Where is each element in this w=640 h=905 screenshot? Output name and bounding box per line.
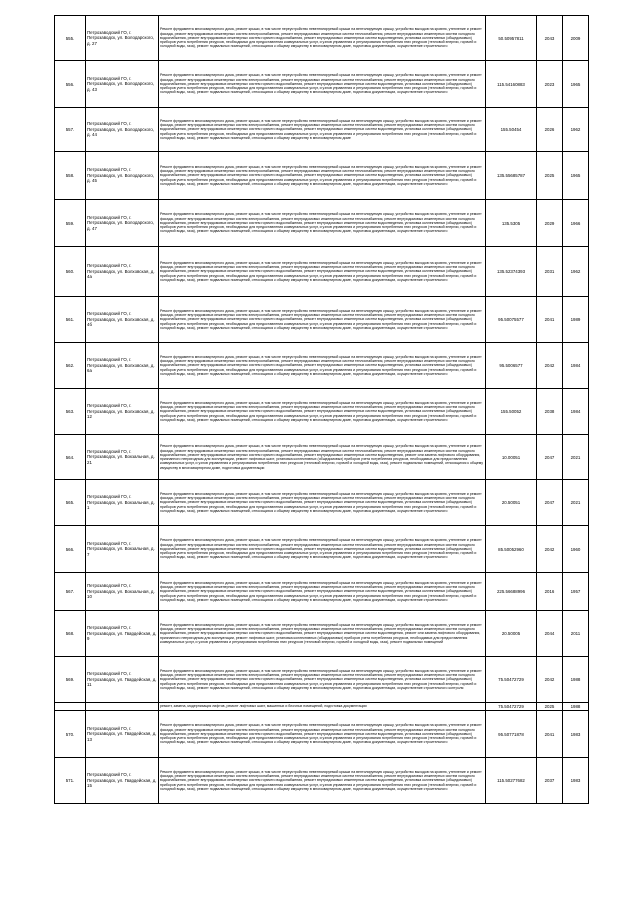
row-number bbox=[55, 711, 86, 758]
repair-cost bbox=[486, 61, 537, 108]
work-description bbox=[159, 389, 486, 435]
planned-year-text: 2041 bbox=[544, 731, 555, 737]
construction-year bbox=[563, 152, 589, 200]
row-number-text: 563. bbox=[65, 409, 75, 414]
table-body bbox=[55, 16, 589, 804]
planned-year-text: 2031 bbox=[544, 269, 555, 274]
house-address-text: Петрозаводский ГО, г. Петрозаводск, ул. Володарского, д. 45 bbox=[87, 167, 155, 184]
repair-cost bbox=[486, 389, 537, 435]
row-number-text: 555. bbox=[65, 35, 75, 41]
table-row bbox=[55, 16, 589, 61]
work-description-text: Ремонт фундамента многоквартирного дома, ремонт крыши, в том числе переустройство невентилируемой крыши на вентилируемую крышу, устройство выходов на кровлю, утепление и ремонт фасада, ремонт внутридомовых инженерных систем электроснабжения, ремонт внутридомовых инженерных систем теплоснабжения, ремонт внутридомовых инженерных систем холодного водоснабжения, ремонт внутридомовых инженерных систем горячего водоснабжения, ремонт внутридомовых инженерных систем водоотведения, установка коллективных (общедомовых) приборов учета потребления ресурсов, необходимых для предоставления коммунальных услуг, и узлов управления и регулирования потребления этих ресурсов (тепловой энергии, горячей и холодной воды, газа), ремонт подвальных помещений, относящихся к общему имуществу в многоквартирном доме, подготовка документации, осуществление строительного контроля bbox=[160, 668, 482, 690]
work-description bbox=[159, 758, 486, 804]
row-number-text: 567. bbox=[65, 589, 75, 594]
table-row bbox=[55, 343, 589, 389]
work-description bbox=[159, 657, 486, 703]
repair-cost bbox=[486, 297, 537, 343]
work-description bbox=[159, 343, 486, 389]
work-description-text: Ремонт фундамента многоквартирного дома, ремонт крыши, в том числе переустройство невентилируемой крыши на вентилируемую крышу, устройство выходов на кровлю, утепление и ремонт фасада, ремонт внутридомовых инженерных систем электроснабжения, ремонт внутридомовых инженерных систем теплоснабжения, ремонт внутридомовых инженерных систем холодного водоснабжения, ремонт внутридомовых инженерных систем горячего водоснабжения, ремонт внутридомовых инженерных систем водоотведения, установка коллективных (общедомовых) приборов учета потребления ресурсов, необходимых для предоставления коммунальных услуг, и узлов управления и регулирования потребления этих ресурсов (тепловой энергии, горячей и холодной воды, газа), ремонт подвальных помещений, относящихся к общему имуществу в многоквартирном доме, подготовка документации, осуществление строительного bbox=[160, 260, 482, 282]
table-row bbox=[55, 435, 589, 480]
construction-year bbox=[563, 711, 589, 758]
work-description-text: Ремонт фундамента многоквартирного дома, ремонт крыши, в том числе переустройство невентилируемой крыши на вентилируемую крышу, устройство выходов на кровлю, утепление и ремонт фасада, ремонт внутридомовых инженерных систем электроснабжения, ремонт внутридомовых инженерных систем теплоснабжения, ремонт внутридомовых инженерных систем холодного водоснабжения, ремонт внутридомовых инженерных систем горячего водоснабжения, ремонт внутридомовых инженерных систем водоотведения, установка коллективных (общедомовых) приборов учета потребления ресурсов, необходимых для предоставления коммунальных услуг, и узлов управления и регулирования потребления этих ресурсов (тепловой энергии, горячей и холодной воды, газа), ремонт подвальных помещений, относящихся к общему имуществу в многоквартирном доме, подготовка документации, осуществление строительного bbox=[160, 723, 482, 745]
house-address bbox=[86, 247, 159, 297]
repair-cost bbox=[486, 435, 537, 480]
work-description bbox=[159, 16, 486, 61]
work-description-text: Ремонт фундамента многоквартирного дома, ремонт крыши, в том числе переустройство невентилируемой крыши на вентилируемую крышу, устройство выходов на кровлю, утепление и ремонт фасада, ремонт внутридомовых инженерных систем электроснабжения, ремонт внутридомовых инженерных систем теплоснабжения, ремонт внутридомовых инженерных систем холодного водоснабжения, ремонт внутридомовых инженерных систем горячего водоснабжения, ремонт внутридомовых инженерных систем водоотведения, установка коллективных (общедомовых) приборов учета потребления ресурсов, необходимых для предоставления коммунальных услуг, и узлов управления и регулирования потребления этих ресурсов (тепловой энергии, горячей и холодной воды, газа), ремонт подвальных помещений, относящихся к общему имуществу в многоквартирном доме, подготовка документации, осуществление строительного bbox=[160, 400, 482, 422]
row-number-text: 558. bbox=[65, 173, 75, 178]
row-number bbox=[55, 152, 86, 200]
planned-year bbox=[537, 703, 563, 711]
house-address-text: Петрозаводский ГО, г. Петрозаводск, ул. Гвардейская, д. 9 bbox=[87, 625, 157, 642]
table-row bbox=[55, 247, 589, 297]
construction-year bbox=[563, 200, 589, 247]
construction-year bbox=[563, 573, 589, 611]
house-address-text: Петрозаводский ГО, г. Петрозаводск, ул. Гвардейская, д. 11 bbox=[87, 671, 157, 688]
construction-year-text: 1962 bbox=[570, 127, 581, 132]
construction-year-text: 1988 bbox=[570, 677, 581, 682]
house-address bbox=[86, 343, 159, 389]
planned-year bbox=[537, 108, 563, 152]
work-description-text: Ремонт фундамента многоквартирного дома, ремонт крыши, в том числе переустройство невентилируемой крыши на вентилируемую крышу, устройство выходов на кровлю, утепление и ремонт фасада, ремонт внутридомовых инженерных систем электроснабжения, ремонт внутридомовых инженерных систем теплоснабжения, ремонт внутридомовых инженерных систем холодного водоснабжения, ремонт внутридомовых инженерных систем горячего водоснабжения, ремонт внутридомовых инженерных систем водоотведения, установка коллективных (общедомовых) приборов учета потребления ресурсов, необходимых для предоставления коммунальных услуг, и узлов управления и регулирования потребления этих ресурсов (тепловой энергии, горячей и холодной воды, газа), ремонт подвальных помещений, относящихся к общему имуществу в многоквартирном доме, подготовка документации, осуществление строительного bbox=[160, 769, 482, 791]
construction-year bbox=[563, 61, 589, 108]
work-description-text: Ремонт фундамента многоквартирного дома, ремонт крыши, в том числе переустройство невентилируемой крыши на вентилируемую крышу, устройство выходов на кровлю, утепление и ремонт фасада, ремонт внутридомовых инженерных систем электроснабжения, ремонт внутридомовых инженерных систем теплоснабжения, ремонт внутридомовых инженерных систем холодного водоснабжения, ремонт внутридомовых инженерных систем горячего водоснабжения, ремонт внутридомовых инженерных систем водоотведения, установка коллективных (общедомовых) приборов учета потребления ресурсов, необходимых для предоставления коммунальных услуг, и узлов управления и регулирования потребления этих ресурсов (тепловой энергии, горячей и холодной воды, газа), ремонт подвальных помещений, относящихся к общему имуществу в многоквартирном доме, подготовка документации, осуществление строительного bbox=[160, 27, 482, 49]
row-number bbox=[55, 611, 86, 657]
work-description bbox=[159, 711, 486, 758]
row-number bbox=[55, 343, 86, 389]
repair-cost bbox=[486, 657, 537, 703]
house-address-text: Петрозаводский ГО, г. Петрозаводск, ул. Володарского, д. 27 bbox=[87, 29, 155, 46]
table-row bbox=[55, 657, 589, 703]
house-address-text: Петрозаводский ГО, г. Петрозаводск, ул. Вокзальная, д. 10 bbox=[87, 583, 155, 600]
repair-cost-text: 135.55685787 bbox=[496, 173, 526, 178]
house-address bbox=[86, 758, 159, 804]
row-number-text: 564. bbox=[65, 454, 75, 460]
row-number-text: 566. bbox=[65, 546, 75, 552]
construction-year-text: 1983 bbox=[570, 731, 581, 737]
construction-year bbox=[563, 611, 589, 657]
construction-year bbox=[563, 297, 589, 343]
repair-cost-text: 135.5305 bbox=[501, 220, 521, 226]
planned-year bbox=[537, 611, 563, 657]
row-number bbox=[55, 573, 86, 611]
row-number-text: 562. bbox=[65, 363, 75, 368]
table-row bbox=[55, 573, 589, 611]
row-number bbox=[55, 108, 86, 152]
house-address bbox=[86, 480, 159, 526]
house-address bbox=[86, 526, 159, 573]
repair-cost-text: 225.56688996 bbox=[496, 589, 526, 594]
house-address bbox=[86, 297, 159, 343]
repair-cost bbox=[486, 758, 537, 804]
capital-repair-table bbox=[54, 15, 589, 804]
repair-cost-text: 10.00051 bbox=[501, 454, 521, 460]
work-description-text: Ремонт фундамента многоквартирного дома, ремонт крыши, в том числе переустройство невентилируемой крыши на вентилируемую крышу, устройство выходов на кровлю, утепление и ремонт фасада, ремонт внутридомовых инженерных систем электроснабжения, ремонт внутридомовых инженерных систем теплоснабжения, ремонт внутридомовых инженерных систем холодного водоснабжения, ремонт внутридомовых инженерных систем горячего водоснабжения, ремонт внутридомовых инженерных систем водоотведения, установка коллективных (общедомовых) приборов учета потребления ресурсов, необходимых для предоставления коммунальных услуг, и узлов управления и регулирования потребления этих ресурсов (тепловой энергии, горячей и холодной воды, газа), ремонт подвальных помещений, относящихся к общему имуществу в многоквартирном доме bbox=[160, 118, 482, 140]
work-description-text: ремонт, замена, модернизация лифтов, ремонт лифтовых шахт, машинных и блочных помещений, подготовка документации bbox=[160, 704, 367, 709]
repair-cost-text: 75.50472729 bbox=[498, 704, 524, 709]
construction-year-text: 2021 bbox=[570, 454, 581, 460]
construction-year-text: 2011 bbox=[570, 631, 581, 636]
planned-year-text: 2042 bbox=[544, 546, 555, 552]
planned-year-text: 2016 bbox=[544, 589, 555, 594]
work-description-text: Ремонт фундамента многоквартирного дома, ремонт крыши, в том числе переустройство невентилируемой крыши на вентилируемую крышу, устройство выходов на кровлю, утепление и ремонт фасада, ремонт внутридомовых инженерных систем электроснабжения, ремонт внутридомовых инженерных систем теплоснабжения, ремонт внутридомовых инженерных систем холодного водоснабжения, ремонт внутридомовых инженерных систем горячего водоснабжения, ремонт внутридомовых инженерных систем водоотведения, установка коллективных (общедомовых) приборов учета потребления ресурсов, необходимых для предоставления коммунальных услуг, и узлов управления и регулирования потребления этих ресурсов (тепловой энергии, горячей и холодной воды, газа), ремонт подвальных помещений, относящихся к общему имуществу в многоквартирном доме, подготовка документации, осуществление строительного bbox=[160, 212, 482, 234]
row-number bbox=[55, 758, 86, 804]
work-description bbox=[159, 152, 486, 200]
work-description bbox=[159, 200, 486, 247]
repair-cost-text: 115.54160883 bbox=[497, 81, 525, 87]
planned-year bbox=[537, 247, 563, 297]
table-row bbox=[55, 200, 589, 247]
house-address bbox=[86, 657, 159, 703]
construction-year-text: 1966 bbox=[570, 220, 581, 226]
repair-cost bbox=[486, 247, 537, 297]
repair-cost bbox=[486, 573, 537, 611]
table-row bbox=[55, 389, 589, 435]
planned-year bbox=[537, 758, 563, 804]
construction-year bbox=[563, 435, 589, 480]
row-number bbox=[55, 61, 86, 108]
work-description bbox=[159, 108, 486, 152]
construction-year bbox=[563, 526, 589, 573]
repair-cost bbox=[486, 16, 537, 61]
planned-year bbox=[537, 480, 563, 526]
table-row bbox=[55, 526, 589, 573]
row-number-text: 568. bbox=[65, 631, 75, 636]
house-address-text: Петрозаводский ГО, г. Петрозаводск, ул. Гвардейская, д. 13 bbox=[87, 725, 157, 742]
repair-cost-text: 95.50771878 bbox=[498, 731, 524, 737]
repair-cost bbox=[486, 200, 537, 247]
work-description bbox=[159, 435, 486, 480]
planned-year bbox=[537, 657, 563, 703]
table-row bbox=[55, 152, 589, 200]
house-address bbox=[86, 703, 159, 711]
planned-year-text: 2042 bbox=[544, 677, 555, 682]
house-address bbox=[86, 573, 159, 611]
construction-year-text: 2021 bbox=[570, 500, 581, 505]
house-address bbox=[86, 389, 159, 435]
planned-year-text: 2037 bbox=[544, 778, 555, 783]
construction-year bbox=[563, 758, 589, 804]
work-description bbox=[159, 703, 486, 711]
row-number-text: 565. bbox=[65, 500, 75, 505]
work-description-text: Ремонт фундамента многоквартирного дома, ремонт крыши, в том числе переустройство невентилируемой крыши на вентилируемую крышу, устройство выходов на кровлю, утепление и ремонт фасада, ремонт внутридомовых инженерных систем электроснабжения, ремонт внутридомовых инженерных систем теплоснабжения, ремонт внутридомовых инженерных систем холодного водоснабжения, ремонт внутридомовых инженерных систем горячего водоснабжения, ремонт внутридомовых инженерных систем водоотведения, установка коллективных (общедомовых) приборов учета потребления ресурсов, необходимых для предоставления коммунальных услуг, и узлов управления и регулирования потребления этих ресурсов (тепловой энергии, горячей и холодной воды, газа), ремонт подвальных помещений, относящихся к общему имуществу в многоквартирном доме, подготовка документации, осуществление строительного bbox=[160, 580, 482, 602]
row-number bbox=[55, 657, 86, 703]
house-address-text: Петрозаводский ГО, г. Петрозаводск, ул. Володарского, д. 47 bbox=[87, 214, 155, 231]
work-description-text: Ремонт фундамента многоквартирного дома, ремонт крыши, в том числе переустройство невентилируемой крыши на вентилируемую крышу, устройство выходов на кровлю, утепление и ремонт фасада, ремонт внутридомовых инженерных систем электроснабжения, ремонт внутридомовых инженерных систем теплоснабжения, ремонт внутридомовых инженерных систем холодного водоснабжения, ремонт внутридомовых инженерных систем горячего водоснабжения, ремонт внутридомовых инженерных систем водоотведения, ремонт или замена лифтового оборудования, признанного непригодным для эксплуатации, ремонт лифтовых шахт, установка коллективных (общедомовых) приборов учета потребления ресурсов, необходимых для предоставления коммунальных услуг, и узлов управления и регулирования потребления этих ресурсов (тепловой энергии, горячей и холодной воды, газа), ремонт подвальных помещений bbox=[160, 622, 482, 644]
planned-year bbox=[537, 297, 563, 343]
house-address-text: Петрозаводский ГО, г. Петрозаводск, ул. Володарского, д. 44 bbox=[87, 121, 155, 138]
construction-year-text: 1989 bbox=[570, 317, 581, 322]
house-address-text: Петрозаводский ГО, г. Петрозаводск, ул. Гвардейская, д. 15 bbox=[87, 772, 157, 789]
work-description bbox=[159, 611, 486, 657]
repair-cost bbox=[486, 343, 537, 389]
planned-year-text: 2026 bbox=[544, 127, 555, 132]
planned-year bbox=[537, 526, 563, 573]
planned-year-text: 2038 bbox=[544, 409, 555, 414]
repair-cost bbox=[486, 611, 537, 657]
repair-cost bbox=[486, 152, 537, 200]
house-address-text: Петрозаводский ГО, г. Петрозаводск, ул. Волховская, д. 4б bbox=[87, 311, 155, 328]
repair-cost-text: 135.52374393 bbox=[496, 269, 526, 274]
row-number bbox=[55, 16, 86, 61]
row-number bbox=[55, 297, 86, 343]
planned-year bbox=[537, 711, 563, 758]
planned-year bbox=[537, 61, 563, 108]
construction-year bbox=[563, 16, 589, 61]
planned-year-text: 2041 bbox=[544, 317, 555, 322]
house-address-text: Петрозаводский ГО, г. Петрозаводск, ул. Волховская, д. 12 bbox=[87, 403, 155, 420]
work-description bbox=[159, 61, 486, 108]
house-address bbox=[86, 16, 159, 61]
house-address-text: Петрозаводский ГО, г. Петрозаводск, ул. Вокзальная, д. 21 bbox=[87, 448, 155, 465]
row-number bbox=[55, 435, 86, 480]
work-description-text: Ремонт фундамента многоквартирного дома, ремонт крыши, в том числе переустройство невентилируемой крыши на вентилируемую крышу, устройство выходов на кровлю, утепление и ремонт фасада, ремонт внутридомовых инженерных систем электроснабжения, ремонт внутридомовых инженерных систем теплоснабжения, ремонт внутридомовых инженерных систем холодного водоснабжения, ремонт внутридомовых инженерных систем горячего водоснабжения, ремонт внутридомовых инженерных систем водоотведения, установка коллективных (общедомовых) приборов учета потребления ресурсов, необходимых для предоставления коммунальных услуг, и узлов управления и регулирования потребления этих ресурсов (тепловой энергии, горячей и холодной воды, газа), ремонт подвальных помещений, относящихся к общему имуществу в многоквартирном доме, подготовка документации, осуществление строительного bbox=[160, 308, 482, 330]
row-number bbox=[55, 389, 86, 435]
repair-cost-text: 95.50075577 bbox=[498, 317, 524, 322]
planned-year bbox=[537, 573, 563, 611]
repair-cost-text: 155.50454 bbox=[500, 127, 522, 132]
repair-cost bbox=[486, 703, 537, 711]
work-description bbox=[159, 480, 486, 526]
construction-year-text: 1960 bbox=[570, 546, 581, 552]
table-row bbox=[55, 711, 589, 758]
planned-year bbox=[537, 343, 563, 389]
house-address bbox=[86, 200, 159, 247]
repair-cost-text: 95.5006577 bbox=[499, 363, 523, 368]
planned-year bbox=[537, 16, 563, 61]
repair-cost-text: 20.50051 bbox=[501, 500, 521, 505]
row-number-text: 571. bbox=[65, 778, 75, 783]
house-address bbox=[86, 711, 159, 758]
work-description bbox=[159, 297, 486, 343]
planned-year-text: 2044 bbox=[544, 631, 555, 636]
house-address-text: Петрозаводский ГО, г. Петрозаводск, ул. Вокзальная, д. 7 bbox=[87, 540, 155, 557]
work-description-text: Ремонт фундамента многоквартирного дома, ремонт крыши, в том числе переустройство невентилируемой крыши на вентилируемую крышу, устройство выходов на кровлю, утепление и ремонт фасада, ремонт внутридомовых инженерных систем электроснабжения, ремонт внутридомовых инженерных систем теплоснабжения, ремонт внутридомовых инженерных систем холодного водоснабжения, ремонт внутридомовых инженерных систем горячего водоснабжения, ремонт внутридомовых инженерных систем водоотведения, установка коллективных (общедомовых) приборов учета потребления ресурсов, необходимых для предоставления коммунальных услуг, и узлов управления и регулирования потребления этих ресурсов (тепловой энергии, горячей и холодной воды, газа), ремонт подвальных помещений, относящихся к общему имуществу в многоквартирном доме, подготовка документации, осуществление строительного bbox=[160, 354, 482, 376]
work-description-text: Ремонт фундамента многоквартирного дома, ремонт крыши, в том числе переустройство невентилируемой крыши на вентилируемую крышу, устройство выходов на кровлю, утепление и ремонт фасада, ремонт внутридомовых инженерных систем электроснабжения, ремонт внутридомовых инженерных систем теплоснабжения, ремонт внутридомовых инженерных систем холодного водоснабжения, ремонт внутридомовых инженерных систем горячего водоснабжения, ремонт внутридомовых инженерных систем водоотведения, ремонт или замена лифтового оборудования, признанного непригодным для эксплуатации, ремонт лифтовых шахт, установка коллективных (общедомовых) приборов учета потребления ресурсов, необходимых для предоставления коммунальных услуг, и узлов управления и регулирования потребления этих ресурсов (тепловой энергии, горячей и холодной воды, газа), ремонт подвальных помещений, относящихся к общему имуществу в многоквартирном доме, подготовка документации bbox=[160, 444, 484, 470]
construction-year bbox=[563, 343, 589, 389]
work-description-text: Ремонт фундамента многоквартирного дома, ремонт крыши, в том числе переустройство невентилируемой крыши на вентилируемую крышу, устройство выходов на кровлю, утепление и ремонт фасада, ремонт внутридомовых инженерных систем электроснабжения, ремонт внутридомовых инженерных систем теплоснабжения, ремонт внутридомовых инженерных систем холодного водоснабжения, ремонт внутридомовых инженерных систем горячего водоснабжения, ремонт внутридомовых инженерных систем водоотведения, установка коллективных (общедомовых) приборов учета потребления ресурсов, необходимых для предоставления коммунальных услуг, и узлов управления и регулирования потребления этих ресурсов (тепловой энергии, горячей и холодной воды, газа), ремонт подвальных помещений, относящихся к общему имуществу в многоквартирном доме, подготовка документации, осуществление строительного bbox=[160, 491, 482, 513]
house-address bbox=[86, 152, 159, 200]
repair-cost-text: 20.50005 bbox=[501, 631, 521, 636]
construction-year-text: 2009 bbox=[570, 35, 581, 41]
repair-cost-text: 85.50052960 bbox=[498, 546, 524, 552]
construction-year-text: 1965 bbox=[570, 81, 581, 87]
house-address-text: Петрозаводский ГО, г. Петрозаводск, ул. Волховская, д. 6а bbox=[87, 357, 155, 374]
repair-cost bbox=[486, 526, 537, 573]
planned-year-text: 2047 bbox=[544, 454, 555, 460]
repair-cost bbox=[486, 108, 537, 152]
work-description bbox=[159, 573, 486, 611]
house-address bbox=[86, 108, 159, 152]
planned-year-text: 2043 bbox=[544, 35, 555, 41]
construction-year-text: 1962 bbox=[570, 269, 581, 274]
house-address bbox=[86, 61, 159, 108]
house-address bbox=[86, 611, 159, 657]
row-number-text: 557. bbox=[65, 127, 75, 132]
construction-year bbox=[563, 108, 589, 152]
construction-year-text: 1988 bbox=[570, 704, 581, 709]
row-number-text: 570. bbox=[65, 731, 75, 737]
table-row bbox=[55, 108, 589, 152]
construction-year-text: 1983 bbox=[570, 778, 581, 783]
construction-year-text: 1984 bbox=[570, 363, 581, 368]
repair-cost-text: 75.50472729 bbox=[498, 677, 524, 682]
table-row bbox=[55, 611, 589, 657]
construction-year bbox=[563, 480, 589, 526]
house-address bbox=[86, 435, 159, 480]
work-description bbox=[159, 247, 486, 297]
planned-year-text: 2025 bbox=[544, 173, 555, 178]
construction-year-text: 1965 bbox=[570, 173, 581, 178]
repair-cost-text: 155.50052 bbox=[500, 409, 522, 414]
repair-cost bbox=[486, 711, 537, 758]
repair-cost bbox=[486, 480, 537, 526]
house-address-text: Петрозаводский ГО, г. Петрозаводск, ул. Волховская, д. 4а bbox=[87, 263, 155, 280]
construction-year-text: 1957 bbox=[570, 589, 581, 594]
row-number bbox=[55, 703, 86, 711]
table-row bbox=[55, 758, 589, 804]
work-description-text: Ремонт фундамента многоквартирного дома, ремонт крыши, в том числе переустройство невентилируемой крыши на вентилируемую крышу, устройство выходов на кровлю, утепление и ремонт фасада, ремонт внутридомовых инженерных систем электроснабжения, ремонт внутридомовых инженерных систем теплоснабжения, ремонт внутридомовых инженерных систем холодного водоснабжения, ремонт внутридомовых инженерных систем горячего водоснабжения, ремонт внутридомовых инженерных систем водоотведения, установка коллективных (общедомовых) приборов учета потребления ресурсов, необходимых для предоставления коммунальных услуг, и узлов управления и регулирования потребления этих ресурсов (тепловой энергии, горячей и холодной воды, газа), ремонт подвальных помещений, относящихся к общему имуществу в многоквартирном доме, подготовка документации, осуществление строительного bbox=[160, 73, 482, 95]
row-number bbox=[55, 480, 86, 526]
table-row bbox=[55, 480, 589, 526]
row-number bbox=[55, 526, 86, 573]
repair-cost-text: 50.50957811 bbox=[498, 35, 524, 41]
planned-year-text: 2029 bbox=[544, 220, 555, 226]
planned-year-text: 2025 bbox=[544, 704, 555, 709]
work-description-text: Ремонт фундамента многоквартирного дома, ремонт крыши, в том числе переустройство невентилируемой крыши на вентилируемую крышу, устройство выходов на кровлю, утепление и ремонт фасада, ремонт внутридомовых инженерных систем электроснабжения, ремонт внутридомовых инженерных систем теплоснабжения, ремонт внутридомовых инженерных систем холодного водоснабжения, ремонт внутридомовых инженерных систем горячего водоснабжения, ремонт внутридомовых инженерных систем водоотведения, установка коллективных (общедомовых) приборов учета потребления ресурсов, необходимых для предоставления коммунальных услуг, и узлов управления и регулирования потребления этих ресурсов (тепловой энергии, горячей и холодной воды, газа), ремонт подвальных помещений, относящихся к общему имуществу в многоквартирном доме, подготовка документации, осуществление строительного bbox=[160, 538, 482, 560]
construction-year-text: 1984 bbox=[570, 409, 581, 414]
row-number-text: 561. bbox=[65, 317, 75, 322]
repair-cost-text: 115.50277682 bbox=[497, 778, 525, 783]
house-address-text: Петрозаводский ГО, г. Петрозаводск, ул. Вокзальная, д. 1 bbox=[87, 494, 155, 511]
planned-year bbox=[537, 200, 563, 247]
planned-year-text: 2042 bbox=[544, 363, 555, 368]
work-description bbox=[159, 526, 486, 573]
house-address-text: Петрозаводский ГО, г. Петрозаводск, ул. Володарского, д. 43 bbox=[87, 75, 155, 92]
construction-year bbox=[563, 657, 589, 703]
row-number-text: 556. bbox=[65, 81, 75, 87]
row-number-text: 569. bbox=[65, 677, 75, 682]
table-row bbox=[55, 703, 589, 711]
row-number-text: 559. bbox=[65, 220, 75, 226]
planned-year bbox=[537, 435, 563, 480]
row-number-text: 560. bbox=[65, 269, 75, 274]
row-number bbox=[55, 247, 86, 297]
construction-year bbox=[563, 389, 589, 435]
planned-year bbox=[537, 389, 563, 435]
table-row bbox=[55, 61, 589, 108]
planned-year bbox=[537, 152, 563, 200]
row-number bbox=[55, 200, 86, 247]
construction-year bbox=[563, 247, 589, 297]
planned-year-text: 2047 bbox=[544, 500, 555, 505]
construction-year bbox=[563, 703, 589, 711]
planned-year-text: 2023 bbox=[544, 81, 555, 87]
table-row bbox=[55, 297, 589, 343]
work-description-text: Ремонт фундамента многоквартирного дома, ремонт крыши, в том числе переустройство невентилируемой крыши на вентилируемую крышу, устройство выходов на кровлю, утепление и ремонт фасада, ремонт внутридомовых инженерных систем электроснабжения, ремонт внутридомовых инженерных систем теплоснабжения, ремонт внутридомовых инженерных систем холодного водоснабжения, ремонт внутридомовых инженерных систем горячего водоснабжения, ремонт внутридомовых инженерных систем водоотведения, установка коллективных (общедомовых) приборов учета потребления ресурсов, необходимых для предоставления коммунальных услуг, и узлов управления и регулирования потребления этих ресурсов (тепловой энергии, горячей и холодной воды, газа), ремонт подвальных помещений, относящихся к общему имуществу в многоквартирном доме, подготовка документации, осуществление строительного bbox=[160, 164, 482, 186]
